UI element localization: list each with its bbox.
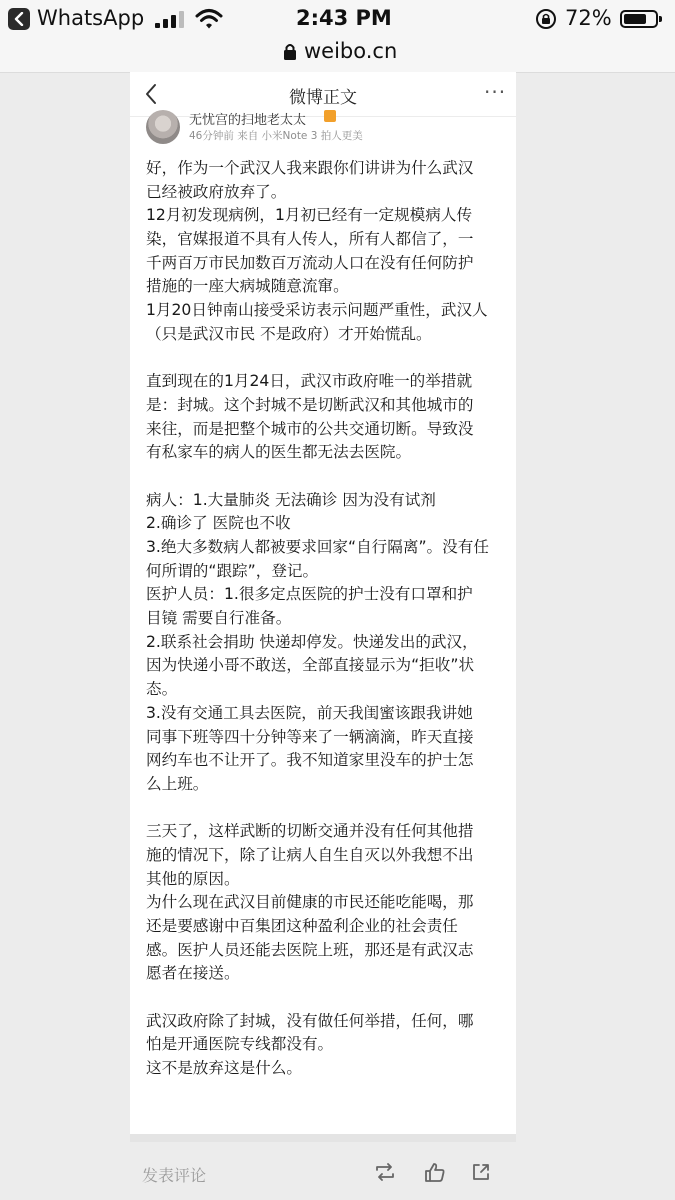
paragraph-gap bbox=[146, 986, 506, 1010]
post-line: 同事下班等四十分钟等来了一辆滴滴，昨天直接 bbox=[146, 727, 474, 746]
post-line: 么上班。 bbox=[146, 774, 209, 793]
repost-icon[interactable] bbox=[374, 1162, 396, 1182]
paragraph-gap bbox=[146, 347, 506, 371]
post-line: 愿者在接送。 bbox=[146, 964, 240, 983]
post-line: 来往，而是把整个城市的公共交通切断。导致没 bbox=[146, 419, 474, 438]
post-line: （只是武汉市民 不是政府）才开始慌乱。 bbox=[146, 324, 432, 343]
share-icon[interactable] bbox=[471, 1162, 491, 1182]
post-line: 1月20日钟南山接受采访表示问题严重性，武汉人 bbox=[146, 301, 488, 320]
page-title: 微博正文 bbox=[289, 88, 357, 108]
post-line: 何所谓的“跟踪”，登记。 bbox=[146, 561, 319, 580]
paragraph-gap bbox=[146, 797, 506, 821]
thumbs-up-icon[interactable] bbox=[424, 1162, 446, 1183]
battery-icon bbox=[620, 10, 658, 28]
wifi-icon bbox=[195, 8, 223, 30]
post-line: 医护人员：1.很多定点医院的护士没有口罩和护 bbox=[146, 585, 473, 604]
post-line: 病人：1.大量肺炎 无法确诊 因为没有试剂 bbox=[146, 490, 436, 509]
status-bar bbox=[0, 0, 675, 38]
more-icon[interactable]: ··· bbox=[484, 80, 507, 104]
post-line: 措施的一座大病城随意流窜。 bbox=[146, 277, 349, 296]
post-line: 12月初发现病例，1月初已经有一定规模病人传 bbox=[146, 206, 473, 225]
weibo-page bbox=[130, 72, 516, 1142]
post-line: 这不是放弃这是什么。 bbox=[146, 1059, 302, 1078]
post-line: 直到现在的1月24日，武汉市政府唯一的举措就 bbox=[146, 372, 473, 391]
post-line: 2.确诊了 医院也不收 bbox=[146, 514, 291, 533]
post-line: 为什么现在武汉目前健康的市民还能吃能喝，那 bbox=[146, 893, 474, 912]
post-line: 3.绝大多数病人都被要求回家“自行隔离”。没有任 bbox=[146, 538, 489, 556]
member-badge-icon bbox=[324, 110, 336, 122]
post-meta: 46分钟前 来自 小米Note 3 拍人更美 bbox=[189, 130, 363, 142]
lock-icon bbox=[283, 42, 297, 62]
post-line: 三天了，这样武断的切断交通并没有任何其他措 bbox=[146, 822, 474, 841]
divider-band bbox=[130, 1134, 516, 1142]
cellular-signal-icon bbox=[155, 11, 185, 28]
post-line: 还是要感谢中百集团这种盈利企业的社会责任 bbox=[146, 917, 458, 935]
status-time: 2:43 PM bbox=[296, 6, 392, 30]
author-header bbox=[146, 113, 506, 144]
back-to-app-icon[interactable] bbox=[8, 8, 30, 30]
post-line: 网约车也不让开了。我不知道家里没车的护士怎 bbox=[146, 751, 474, 770]
post-line: 有私家车的病人的医生都无法去医院。 bbox=[146, 443, 412, 462]
post-line: 染，官媒报道不具有人传人，所有人都信了，一 bbox=[146, 230, 474, 249]
post-line: 怕是开通医院专线都没有。 bbox=[146, 1035, 334, 1054]
post-line: 武汉政府除了封城，没有做任何举措，任何，哪 bbox=[146, 1011, 474, 1030]
url-text[interactable]: weibo.cn bbox=[304, 39, 398, 63]
author-name[interactable]: 无忧宫的扫地老太太 bbox=[189, 113, 307, 128]
action-bar bbox=[130, 1150, 516, 1196]
paragraph-gap bbox=[146, 465, 506, 489]
post-line: 3.没有交通工具去医院，前天我闺蜜该跟我讲她 bbox=[146, 703, 473, 722]
post-line: 感。医护人员还能去医院上班，那还是有武汉志 bbox=[146, 940, 474, 959]
browser-url-bar[interactable] bbox=[0, 38, 675, 73]
back-app-label[interactable]: WhatsApp bbox=[37, 6, 145, 30]
comment-button[interactable]: 发表评论 bbox=[142, 1166, 207, 1185]
post-line: 2.联系社会捐助 快递却停发。快递发出的武汉， bbox=[146, 632, 478, 651]
battery-percent: 72% bbox=[565, 6, 612, 30]
avatar[interactable] bbox=[146, 110, 180, 144]
post-line: 施的情况下，除了让病人自生自灭以外我想不出 bbox=[146, 845, 474, 864]
post-line: 千两百万市民加数百万流动人口在没有任何防护 bbox=[146, 253, 474, 272]
weibo-nav-bar bbox=[130, 72, 516, 117]
post-line: 因为快递小哥不敢送，全部直接显示为“拒收”状 bbox=[146, 656, 475, 675]
post-line: 是：封城。这个封城不是切断武汉和其他城市的 bbox=[146, 395, 474, 414]
post-line: 其他的原因。 bbox=[146, 869, 240, 888]
post-line: 已经被政府放弃了。 bbox=[146, 182, 287, 201]
post-line: 目镜 需要自行准备。 bbox=[146, 609, 292, 628]
post-body bbox=[146, 157, 506, 1081]
post-line: 态。 bbox=[146, 680, 178, 699]
orientation-lock-icon bbox=[535, 8, 557, 30]
post-line: 好，作为一个武汉人我来跟你们讲讲为什么武汉 bbox=[146, 159, 474, 177]
